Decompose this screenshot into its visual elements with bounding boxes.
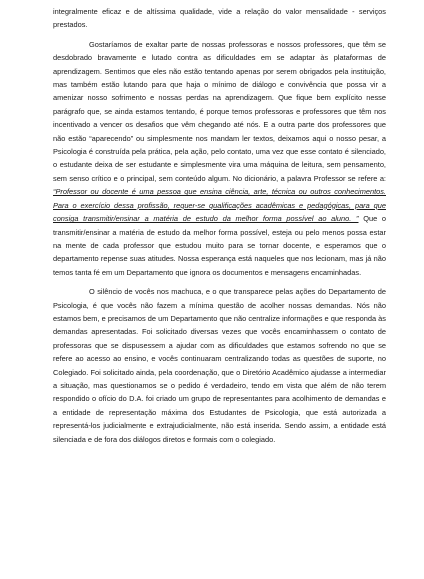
paragraph-text: Que o transmitir/ensinar a matéria de estudo da melhor forma possível, esteja ou pelo menos possa estar na mente de cada professor que estudou muito para se tornar docente, e esperamos que o departamento repense suas atitudes. Nossa esperança está naqueles que nos lecionam, mas já não temos tanta fé em um Departamento que ignora os documentos e mensagens encaminhadas.	[53, 214, 387, 277]
paragraph-text: integralmente eficaz e de altíssima qualidade, vide a relação do valor mensalidade - serviços prestados.	[53, 7, 386, 30]
paragraph-continuation	[53, 5, 386, 32]
paragraph-teachers	[53, 38, 386, 279]
dictionary-quote: “Professor ou docente é uma pessoa que ensina ciência, arte, técnica ou outros conhecimentos. Para o exercício dessa profissão, requer-se qualificações acadêmicas e pedagógicas, para que consiga transmitir/ensinar a matéria de estudo da melhor forma possível ao aluno. ”	[53, 187, 386, 224]
paragraph-text: Gostaríamos de exaltar parte de nossas professoras e nossos professores, que têm se desdobrado bravamente e lutado contra as dificuldades em se adaptar às plataformas de aprendizagem. Sentimos que eles não estão tentando apenas por serem obrigados pela instituição, mas também estão lutando para que haja o mínimo de diálogo e convivência que possa vir a amenizar nosso sofrimento e nossas perdas na aprendizagem. Que fique bem explícito nesse parágrafo que, se ainda estamos tentando, é porque temos professoras e professores que têm nos incentivado a vencer os desafios que vêm chegando até nós. E a outra parte dos professores que não estão “aparecendo” ou simplesmente nos mandam ler textos, deixamos aqui o nosso pesar, a Psicologia é construída pela prática, pela ação, pelo contato, uma vez que esse contato é silenciado, o estudante deixa de ser estudante e simplesmente vira uma máquina de leitura, sem pensamento, sem senso crítico e o principal, sem conteúdo algum. No dicionário, a palavra Professor se refere a:	[53, 39, 386, 183]
paragraph-text: O silêncio de vocês nos machuca, e o que transparece pelas ações do Departamento de Psicologia, é que vocês não fazem a mínima questão de acolher nossas demandas. Nós não estamos bem, e precisamos de um Departamento que não centralize informações e que responda às demandas apresentadas. Foi solicitado diversas vezes que vocês encaminhassem o contato de professoras que se dispusessem a ajudar com as dificuldades que estamos sofrendo no que se refere ao acesso ao ensino, e vocês continuaram centralizando todas as questões de suporte, no Colegiado. Foi solicitado ainda, pela coordenação, que o Diretório Acadêmico ajudasse a intermediar a situação, mas questionamos se o pedido é verdadeiro, tendo em vista que além de não terem respondido o ofício do D.A. foi criado um grupo de representantes para acolhimento de demandas e a entidade de representação máxima dos Estudantes de Psicologia, que está autorizada a representá-los judicialmente e extrajudicialmente, não está inserida. Sendo assim, a entidade está silenciada e de fora dos diálogos diretos e formais com o colegiado.	[53, 287, 386, 444]
paragraph-department	[53, 285, 386, 446]
